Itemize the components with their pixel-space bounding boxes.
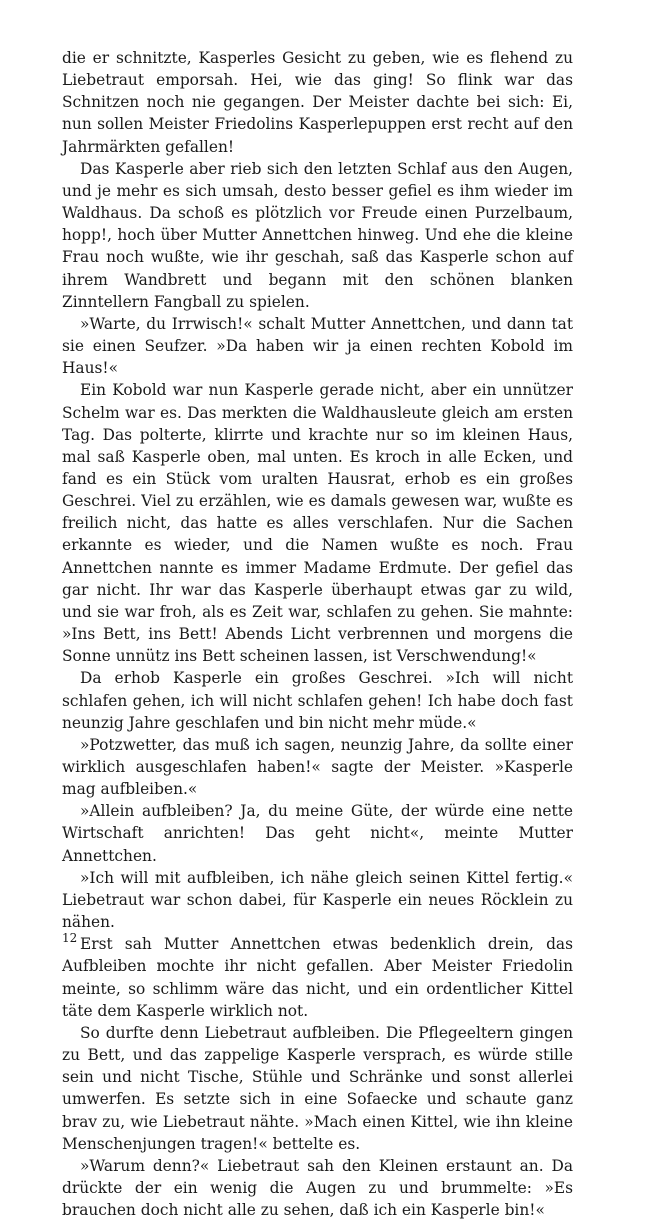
paragraph: Da erhob Kasperle ein großes Geschrei. »Ich will nicht schlafen gehen, ich will nicht schlafen gehen! Ich habe doch fast neunzig Jahre geschlafen und bin nicht mehr müde.« (62, 669, 573, 732)
page-number: 12 (62, 931, 78, 945)
paragraph: Ein Kobold war nun Kasperle gerade nicht, aber ein unnützer Schelm war es. Das merkten die Waldhausleute gleich am ersten Tag. Das polterte, klirrte und krachte nur so im kleinen Haus, mal saß Kasperle oben, mal unten. Es kroch in alle Ecken, und fand es ein Stück vom uralten Hausrat, erhob es ein großes Geschrei. Viel zu erzählen, wie es damals gewesen war, wußte es freilich nicht, das hatte es alles verschlafen. Nur die Sachen erkannte es wieder, und die Namen wußte es noch. Frau Annettchen nannte es immer Madame Erdmute. Der gefiel das gar nicht. Ihr war das Kasperle überhaupt etwas gar zu wild, und sie war froh, als es Zeit war, schlafen zu gehen. Sie mahnte: »Ins Bett, ins Bett! Abends Licht verbrennen und morgens die Sonne unnütz ins Bett scheinen lassen, ist Verschwendung!« (62, 381, 573, 666)
body-text (62, 47, 573, 1221)
paragraph: »Warte, du Irrwisch!« schalt Mutter Annettchen, und dann tat sie einen Seufzer. »Da haben wir ja einen rechten Kobold im Haus!« (62, 314, 573, 378)
paragraph: »Allein aufbleiben? Ja, du meine Güte, der würde eine nette Wirtschaft anrichten! Das geht nicht«, meinte Mutter Annettchen. (62, 802, 573, 865)
paragraph: »Potzwetter, das muß ich sagen, neunzig Jahre, da sollte einer wirklich ausgeschlafen haben!« sagte der Meister. »Kasperle mag aufbleiben.« (62, 735, 573, 799)
paragraph: Erst sah Mutter Annettchen etwas bedenklich drein, das Aufbleiben mochte ihr nicht gefallen. Aber Meister Friedolin meinte, so schlimm wäre das nicht, und ein ordentlicher Kittel täte dem Kasperle wirklich not. (62, 935, 573, 1020)
paragraph: »Warum denn?« Liebetraut sah den Kleinen erstaunt an. Da drückte der ein wenig die Augen zu und brummelte: »Es brauchen doch nicht alle zu sehen, daß ich ein Kasperle bin!« (62, 1156, 573, 1220)
paragraph: die er schnitzte, Kasperles Gesicht zu geben, wie es flehend zu Liebetraut emporsah. Hei, wie das ging! So flink war das Schnitzen noch nie gegangen. Der Meister dachte bei sich: Ei, nun sollen Meister Friedolins Kasperlepuppen erst recht auf den Jahrmärkten gefallen! (62, 49, 573, 156)
paragraph: »Ich will mit aufbleiben, ich nähe gleich seinen Kittel fertig.« Liebetraut war schon dabei, für Kasperle ein neues Röcklein zu nähen. (62, 868, 573, 932)
paragraph: Das Kasperle aber rieb sich den letzten Schlaf aus den Augen, und je mehr es sich umsah, desto besser gefiel es ihm wieder im Waldhaus. Da schoß es plötzlich vor Freude einen Purzelbaum, hopp!, hoch über Mutter Annettchen hinweg. Und ehe die kleine Frau noch wußte, wie ihr geschah, saß das Kasperle schon auf ihrem Wandbrett und begann mit den schönen blanken Zinntellern Fangball zu spielen. (62, 159, 573, 311)
paragraph: So durfte denn Liebetraut aufbleiben. Die Pflegeeltern gingen zu Bett, und das zappelige Kasperle versprach, es würde stille sein und nicht Tische, Stühle und Schränke und sonst allerlei umwerfen. Es setzte sich in eine Sofaecke und schaute ganz brav zu, wie Liebetraut nähte. »Mach einen Kittel, wie ihn kleine Menschenjungen tragen!« bettelte es. (62, 1023, 573, 1153)
